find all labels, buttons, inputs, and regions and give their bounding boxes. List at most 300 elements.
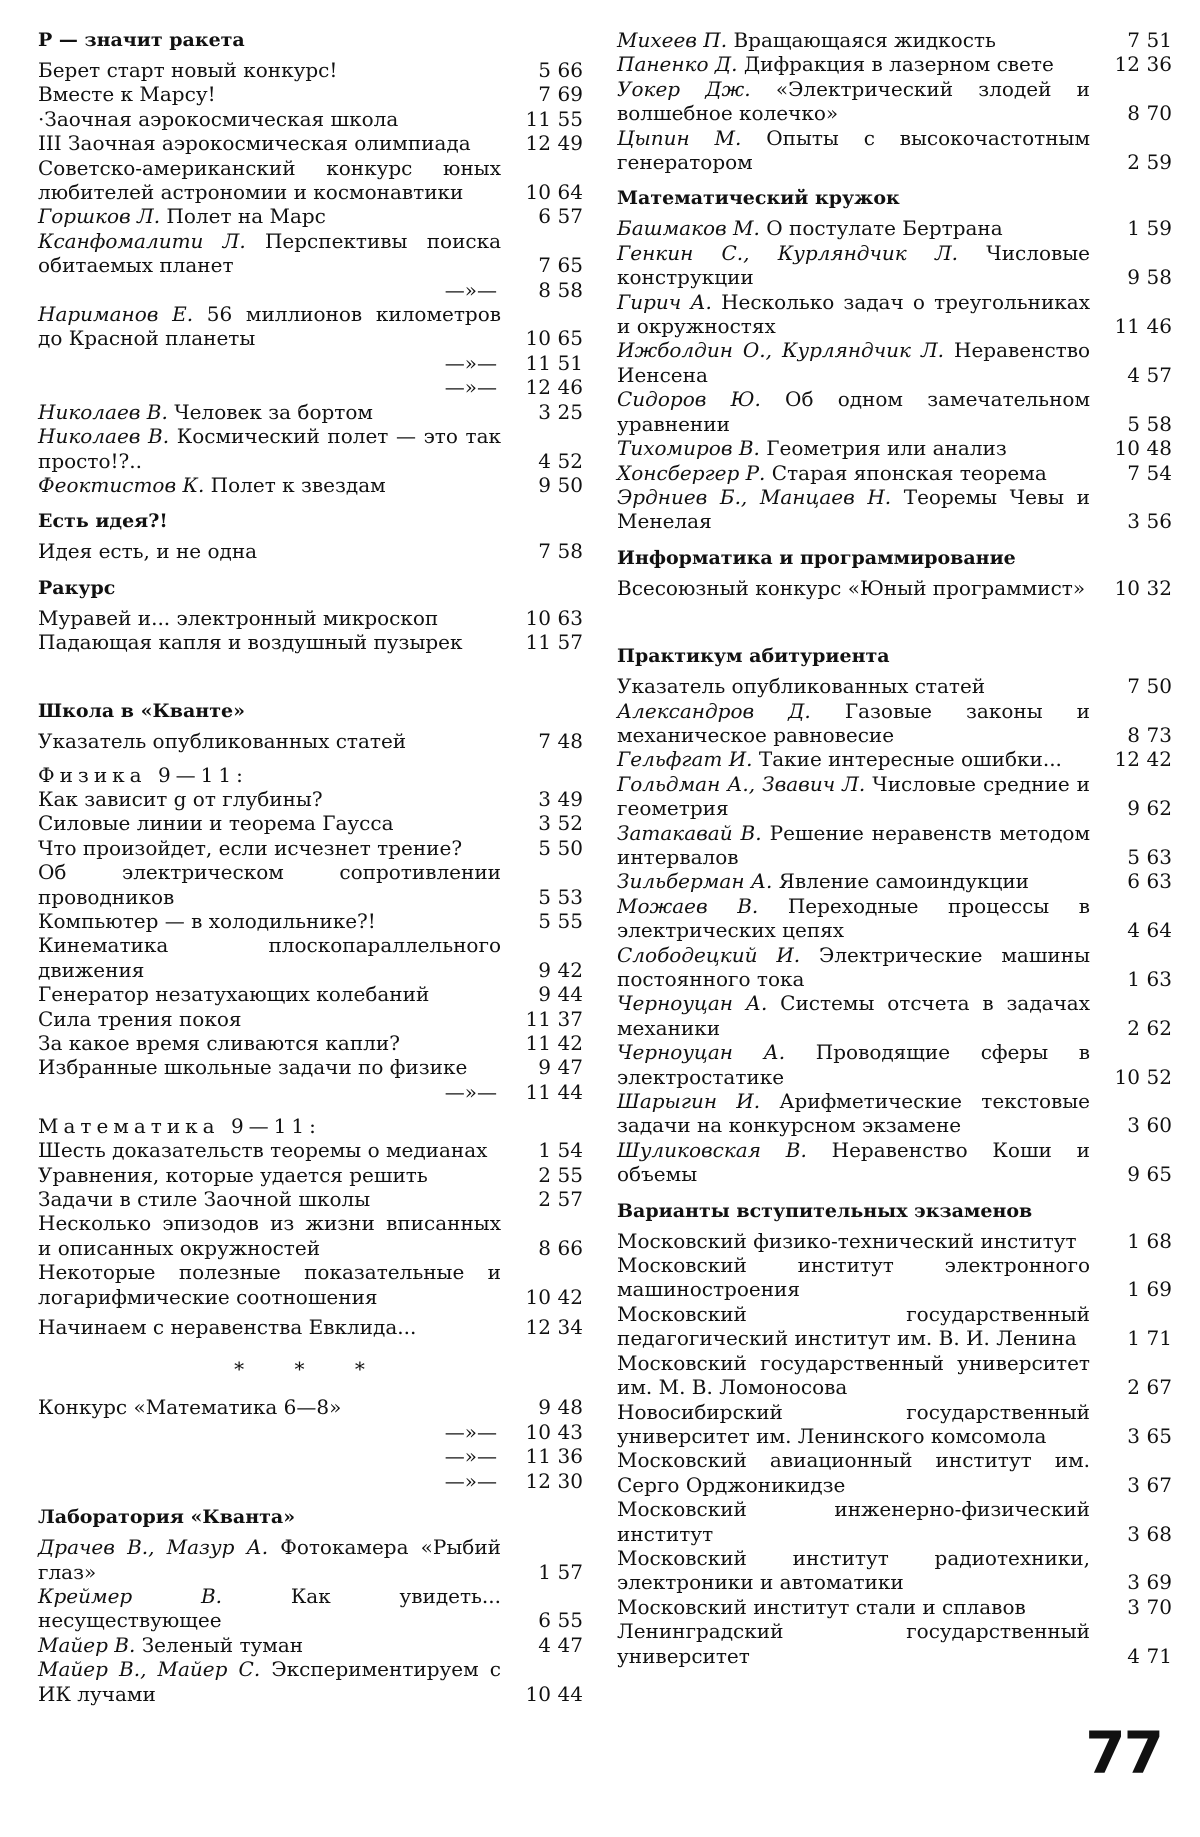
page-ref: 67 xyxy=(1146,1472,1172,1497)
entry-text: Фотокамера «Рыбий глаз» xyxy=(38,1535,501,1584)
entry-author: Слободецкий И. xyxy=(617,942,801,967)
entry-title xyxy=(617,290,1100,339)
entry-author: Башмаков М. xyxy=(617,216,760,241)
entry-author: Черноуцан А. xyxy=(617,991,768,1016)
entry-text: Экспериментируем с ИК лучами xyxy=(38,1657,501,1706)
entry-title xyxy=(617,461,1100,485)
section-heading: Школа в «Кванте» xyxy=(38,699,245,722)
index-entry xyxy=(617,1546,1172,1595)
index-entry xyxy=(38,860,583,909)
entry-title xyxy=(38,375,511,399)
entry-title xyxy=(38,1657,511,1706)
page-ref: 52 xyxy=(1146,1064,1172,1089)
entry-text: Московский государственный педагогический институт им. В. И. Ленина xyxy=(617,1301,1090,1351)
issue-number: 5 xyxy=(538,884,551,909)
entry-author: Майер В. xyxy=(38,1632,136,1657)
index-entry xyxy=(38,424,583,473)
entry-text: Задачи в стиле Заочной школы xyxy=(38,1187,371,1212)
page-ref: 65 xyxy=(1146,1423,1172,1448)
entry-title xyxy=(38,1080,511,1104)
issue-number: 11 xyxy=(1114,314,1140,339)
page-ref: 50 xyxy=(1146,674,1172,699)
entry-text: Что произойдет, если исчезнет трение? xyxy=(38,835,463,860)
issue-number: 10 xyxy=(1114,436,1140,461)
index-entry xyxy=(617,1448,1172,1497)
page-ref: 55 xyxy=(557,908,583,933)
page-ref: 65 xyxy=(557,326,583,351)
index-entry xyxy=(617,290,1172,339)
entry-text: Неравенство Иенсена xyxy=(617,338,1091,387)
issue-number: 8 xyxy=(538,277,551,302)
issue-number: 12 xyxy=(525,375,551,400)
index-entry xyxy=(617,1253,1172,1302)
page-ref: 42 xyxy=(1146,747,1172,772)
entry-text: Системы отсчета в задачах механики xyxy=(617,991,1090,1040)
entry-text: Числовые средние и геометрия xyxy=(617,771,1091,821)
entry-author: Паненко Д. xyxy=(617,52,738,77)
entry-author: Михеев П. xyxy=(617,28,728,52)
subsection-label: Физика 9—11: xyxy=(38,762,248,787)
entry-title xyxy=(38,1584,511,1633)
index-entry xyxy=(617,52,1172,76)
page-ref: 59 xyxy=(1146,216,1172,241)
issue-number: 1 xyxy=(538,1138,551,1163)
issue-number: 1 xyxy=(1127,216,1140,241)
index-entry xyxy=(38,811,583,835)
page-ref: 42 xyxy=(557,957,583,982)
entry-title xyxy=(38,1211,511,1260)
index-entry xyxy=(617,869,1172,893)
index-entry xyxy=(38,1395,583,1419)
index-entry xyxy=(617,699,1172,748)
index-entry xyxy=(617,338,1172,387)
entry-text: Полет к звездам xyxy=(210,472,386,497)
entry-author: Горшков Л. xyxy=(38,204,161,229)
issue-number: 3 xyxy=(1127,1472,1140,1497)
index-entry xyxy=(617,436,1172,460)
entry-title xyxy=(617,338,1100,387)
entry-title xyxy=(38,1031,511,1055)
entry-text: Московский авиационный институт им. Серго Орджоникидзе xyxy=(617,1448,1090,1497)
entry-text: Несколько эпизодов из жизни вписанных и описанных окружностей xyxy=(38,1211,501,1260)
entry-author: Хонсбергер Р. xyxy=(617,460,766,485)
issue-number: 8 xyxy=(538,1235,551,1260)
entry-text: Проводящие сферы в электростатике xyxy=(617,1040,1091,1089)
page-ref: 57 xyxy=(557,1559,583,1584)
page-ref: 63 xyxy=(1146,869,1172,894)
page-ref: 69 xyxy=(1146,1570,1172,1595)
issue-number: 5 xyxy=(538,58,551,82)
entry-text: ·Заочная аэрокосмическая школа xyxy=(38,106,399,131)
issue-number: 7 xyxy=(1127,28,1140,52)
index-entry xyxy=(38,278,583,302)
index-entry xyxy=(38,909,583,933)
entry-title xyxy=(38,473,511,497)
index-entry xyxy=(617,674,1172,698)
index-entry xyxy=(617,1351,1172,1400)
entry-title xyxy=(617,943,1100,992)
index-entry xyxy=(38,836,583,860)
issue-number: 4 xyxy=(538,1632,551,1657)
entry-title xyxy=(617,52,1100,76)
entry-text: Перспективы поиска обитаемых планет xyxy=(38,228,502,278)
entry-title xyxy=(38,1535,511,1584)
entry-text: Московский инженерно-физический институт xyxy=(617,1497,1090,1546)
index-entry xyxy=(38,1031,583,1055)
entry-title xyxy=(38,982,511,1006)
index-entry xyxy=(617,772,1172,821)
entry-author: Уокер Дж. xyxy=(617,76,751,101)
issue-number: 2 xyxy=(1127,150,1140,175)
index-entry xyxy=(38,1584,583,1633)
page-ref: 65 xyxy=(1146,1162,1172,1187)
entry-title xyxy=(38,1055,511,1079)
section-heading: Практикум абитуриента xyxy=(617,645,890,668)
index-entry xyxy=(38,1444,583,1468)
entry-title xyxy=(38,1260,511,1309)
entry-title xyxy=(38,539,511,563)
index-entry xyxy=(617,1619,1172,1668)
page-ref: 36 xyxy=(557,1444,583,1469)
index-entry xyxy=(617,821,1172,870)
entry-text: Космический полет — это так просто!?.. xyxy=(38,424,502,473)
issue-number: 9 xyxy=(538,472,551,497)
page-ref: 56 xyxy=(1146,509,1172,534)
index-entry xyxy=(38,1633,583,1657)
entry-title xyxy=(617,772,1100,821)
index-entry xyxy=(38,302,583,351)
entry-title xyxy=(617,1351,1100,1400)
entry-author: Майер В., Майер С. xyxy=(38,1657,261,1682)
entry-title xyxy=(38,811,511,835)
entry-text: Числовые конструкции xyxy=(617,240,1090,290)
entry-author: Ижболдин О., Курляндчик Л. xyxy=(617,338,945,363)
page-ref: 25 xyxy=(557,399,583,424)
page-ref: 54 xyxy=(1146,460,1172,485)
entry-text: Силовые линии и теорема Гаусса xyxy=(38,811,394,836)
separator-stars: * * * xyxy=(234,1357,387,1382)
issue-number: 4 xyxy=(1127,918,1140,943)
entry-title xyxy=(38,1187,511,1211)
index-entry xyxy=(38,1211,583,1260)
page-ref: 57 xyxy=(1146,362,1172,387)
page-ref: 63 xyxy=(1146,844,1172,869)
entry-text: Муравей и... электронный микроскоп xyxy=(38,605,439,630)
entry-text: Новосибирский государственный университет им. Ленинского комсомола xyxy=(617,1399,1090,1448)
issue-number: 3 xyxy=(1127,1570,1140,1595)
page-ref: 62 xyxy=(1146,796,1172,821)
issue-number: 10 xyxy=(525,1681,551,1706)
entry-title xyxy=(617,991,1100,1040)
page-ref: 66 xyxy=(557,1235,583,1260)
entry-text: Геометрия или анализ xyxy=(766,436,1007,461)
issue-number: 11 xyxy=(525,106,551,131)
entry-title xyxy=(38,229,511,278)
entry-text: Несколько задач о треугольниках и окружностях xyxy=(617,289,1091,339)
entry-title xyxy=(38,860,511,909)
index-entry xyxy=(617,1497,1172,1546)
page-ref: 36 xyxy=(1146,52,1172,77)
index-entry xyxy=(38,473,583,497)
page-ref: 52 xyxy=(557,448,583,473)
page-ref: 63 xyxy=(1146,967,1172,991)
index-entry xyxy=(38,1260,583,1309)
index-entry xyxy=(38,1138,583,1162)
entry-text: Советско-американский конкурс юных любителей астрономии и космонавтики xyxy=(38,155,501,205)
ditto-mark: —»— xyxy=(444,1079,497,1104)
page-ref: 70 xyxy=(1146,101,1172,126)
entry-title xyxy=(617,1138,1100,1187)
issue-number: 1 xyxy=(1127,967,1140,991)
page-ref: 57 xyxy=(557,204,583,229)
issue-number: 3 xyxy=(1127,1113,1140,1138)
issue-number: 9 xyxy=(538,982,551,1007)
entry-author: Эрдниев Б., Манцаев Н. xyxy=(617,484,892,509)
entry-title xyxy=(38,1007,511,1031)
entry-text: Начинаем с неравенства Евклида... xyxy=(38,1315,417,1340)
entry-title xyxy=(38,606,511,630)
page-ref: 58 xyxy=(557,277,583,302)
issue-number: 1 xyxy=(1127,1228,1140,1253)
entry-text: Ленинградский государственный университет xyxy=(617,1619,1090,1668)
index-entry xyxy=(617,894,1172,943)
issue-number: 10 xyxy=(525,1284,551,1309)
page-ref: 59 xyxy=(1146,150,1172,175)
entry-text: Решение неравенств методом интервалов xyxy=(617,820,1091,869)
ditto-mark: —»— xyxy=(444,375,497,400)
index-entry xyxy=(617,576,1172,600)
issue-number: 4 xyxy=(1127,362,1140,387)
entry-text: Указатель опубликованных статей xyxy=(38,728,407,753)
entry-title xyxy=(38,204,511,228)
section-heading: Ракурс xyxy=(38,576,116,599)
entry-text: Неравенство Коши и объемы xyxy=(617,1137,1091,1187)
entry-title xyxy=(38,630,511,654)
index-entry xyxy=(38,156,583,205)
entry-title xyxy=(38,302,511,351)
issue-number: 3 xyxy=(1127,509,1140,534)
ditto-mark: —»— xyxy=(444,1468,497,1493)
entry-author: Ксанфомалити Л. xyxy=(38,228,246,253)
index-entry xyxy=(38,1420,583,1444)
entry-author: Гольдман А., Звавич Л. xyxy=(617,771,866,796)
page-ref: 34 xyxy=(557,1315,583,1340)
issue-number: 5 xyxy=(1127,844,1140,869)
issue-number: 5 xyxy=(538,908,551,933)
page-ref: 62 xyxy=(1146,1015,1172,1040)
entry-text: Падающая капля и воздушный пузырек xyxy=(38,630,463,655)
entry-author: Драчев В., Мазур А. xyxy=(38,1535,269,1560)
index-entry xyxy=(38,1315,583,1339)
entry-author: Нариманов Е. xyxy=(38,302,194,327)
entry-title xyxy=(617,1448,1100,1497)
page-ref: 58 xyxy=(1146,411,1172,436)
issue-number: 6 xyxy=(538,204,551,229)
entry-title xyxy=(38,1444,511,1468)
entry-text: Теоремы Чевы и Менелая xyxy=(617,484,1090,534)
entry-text: Компьютер — в холодильнике?! xyxy=(38,908,376,933)
page-ref: 50 xyxy=(557,835,583,860)
page-ref: 55 xyxy=(557,1608,583,1633)
entry-text: Идея есть, и не одна xyxy=(38,539,258,564)
issue-number: 8 xyxy=(1127,101,1140,126)
section-heading: Информатика и программирование xyxy=(617,546,1016,569)
index-entry xyxy=(38,1187,583,1211)
issue-number: 10 xyxy=(525,605,551,630)
index-entry xyxy=(617,485,1172,534)
issue-number: 1 xyxy=(538,1559,551,1584)
entry-text: Шесть доказательств теоремы о медианах xyxy=(38,1138,488,1163)
entry-title xyxy=(617,699,1100,748)
index-entry xyxy=(38,1535,583,1584)
issue-number: 10 xyxy=(1114,1064,1140,1089)
entry-text: Вращающаяся жидкость xyxy=(733,28,996,52)
page-ref: 64 xyxy=(557,180,583,205)
page-ref: 58 xyxy=(1146,265,1172,290)
entry-author: Креймер В. xyxy=(38,1583,223,1608)
entry-text: «Электрический злодей и волшебное колечко» xyxy=(617,76,1090,126)
issue-number: 11 xyxy=(525,1006,551,1031)
page-ref: 60 xyxy=(1146,1113,1172,1138)
entry-title xyxy=(617,241,1100,290)
page-ref: 68 xyxy=(1146,1228,1172,1253)
entry-title xyxy=(617,1253,1100,1302)
index-entry xyxy=(617,387,1172,436)
entry-title xyxy=(38,107,511,131)
entry-text: Арифметические текстовые задачи на конкурсном экзамене xyxy=(617,1089,1091,1138)
issue-number: 3 xyxy=(1127,1594,1140,1619)
issue-number: 5 xyxy=(1127,411,1140,436)
ditto-mark: —»— xyxy=(444,350,497,375)
page-ref: 47 xyxy=(557,1055,583,1080)
page-ref: 43 xyxy=(557,1419,583,1444)
page-ref: 70 xyxy=(1146,1594,1172,1619)
index-entry xyxy=(38,204,583,228)
entry-title xyxy=(38,400,511,424)
entry-author: Шуликовская В. xyxy=(617,1137,807,1162)
issue-number: 10 xyxy=(525,180,551,205)
entry-title xyxy=(617,1400,1100,1449)
issue-number: 12 xyxy=(525,131,551,156)
issue-number: 6 xyxy=(538,1608,551,1633)
page-ref: 30 xyxy=(557,1468,583,1493)
issue-number: 12 xyxy=(1114,52,1140,77)
index-entry xyxy=(38,131,583,155)
entry-text: Указатель опубликованных статей xyxy=(617,674,986,699)
entry-title xyxy=(38,909,511,933)
index-entry xyxy=(38,933,583,982)
index-entry xyxy=(38,539,583,563)
issue-number: 11 xyxy=(525,350,551,375)
left-column xyxy=(38,28,583,1706)
page-ref: 66 xyxy=(557,58,583,82)
index-entry xyxy=(617,77,1172,126)
issue-number: 7 xyxy=(538,539,551,564)
entry-text: Электрические машины постоянного тока xyxy=(617,942,1090,991)
entry-title xyxy=(38,424,511,473)
ditto-mark: —»— xyxy=(444,1419,497,1444)
entry-text: Такие интересные ошибки... xyxy=(758,747,1062,772)
issue-number: 9 xyxy=(538,1055,551,1080)
issue-number: 9 xyxy=(538,1395,551,1420)
index-entry xyxy=(38,375,583,399)
index-entry xyxy=(38,351,583,375)
entry-author: Александров Д. xyxy=(617,698,811,723)
issue-number: 7 xyxy=(538,82,551,107)
index-entry xyxy=(38,1055,583,1079)
entry-text: Человек за бортом xyxy=(174,399,373,424)
index-entry xyxy=(617,747,1172,771)
entry-text: Берет старт новый конкурс! xyxy=(38,58,338,82)
page-ref: 55 xyxy=(557,1162,583,1187)
entry-title xyxy=(617,1546,1100,1595)
entry-title xyxy=(38,1420,511,1444)
section-heading: Варианты вступительных экзаменов xyxy=(617,1199,1033,1222)
page-ref: 58 xyxy=(557,539,583,564)
entry-title xyxy=(617,216,1100,240)
entry-title xyxy=(38,933,511,982)
entry-title xyxy=(38,729,511,753)
entry-title xyxy=(38,1469,511,1493)
entry-text: Уравнения, которые удается решить xyxy=(38,1162,428,1187)
issue-number: 12 xyxy=(525,1468,551,1493)
entry-title xyxy=(617,747,1100,771)
page-ref: 64 xyxy=(1146,918,1172,943)
page-ref: 51 xyxy=(1146,28,1172,52)
entry-author: Затакавай В. xyxy=(617,820,762,845)
entry-title xyxy=(617,1497,1100,1546)
entry-author: Гирич А. xyxy=(617,289,712,314)
index-entry xyxy=(38,1007,583,1031)
entry-title xyxy=(38,1163,511,1187)
index-entry xyxy=(38,729,583,753)
issue-number: 11 xyxy=(525,1031,551,1055)
entry-text: Московский институт радиотехники, электроники и автоматики xyxy=(617,1545,1090,1595)
index-entry xyxy=(38,400,583,424)
entry-author: Феоктистов К. xyxy=(38,472,205,497)
entry-text: Некоторые полезные показательные и логарифмические соотношения xyxy=(38,1260,501,1309)
issue-number: 11 xyxy=(525,630,551,655)
issue-number: 2 xyxy=(1127,1375,1140,1400)
entry-text: О постулате Бертрана xyxy=(766,216,1003,241)
page-ref: 67 xyxy=(1146,1375,1172,1400)
page-ref: 53 xyxy=(557,884,583,909)
index-entry xyxy=(617,991,1172,1040)
section-heading: Лаборатория «Кванта» xyxy=(38,1506,296,1529)
page-ref: 73 xyxy=(1146,722,1172,747)
entry-author: Николаев В. xyxy=(38,424,170,449)
page-ref: 44 xyxy=(557,1079,583,1104)
issue-number: 7 xyxy=(538,253,551,278)
index-entry xyxy=(617,1595,1172,1619)
page-ref: 68 xyxy=(1146,1521,1172,1546)
page-ref: 46 xyxy=(557,375,583,400)
issue-number: 9 xyxy=(1127,265,1140,290)
issue-number: 3 xyxy=(538,786,551,811)
index-entry xyxy=(617,216,1172,240)
entry-author: Генкин С., Курляндчик Л. xyxy=(617,240,958,265)
entry-title xyxy=(617,1040,1100,1089)
entry-title xyxy=(38,351,511,375)
issue-number: 10 xyxy=(525,1419,551,1444)
page-ref: 49 xyxy=(557,786,583,811)
index-entry xyxy=(38,982,583,1006)
entry-text: Об электрическом сопротивлении проводников xyxy=(38,860,501,909)
entry-text: III Заочная аэрокосмическая олимпиада xyxy=(38,131,471,156)
index-entry xyxy=(617,1040,1172,1089)
issue-number: 7 xyxy=(1127,460,1140,485)
index-entry xyxy=(38,1469,583,1493)
